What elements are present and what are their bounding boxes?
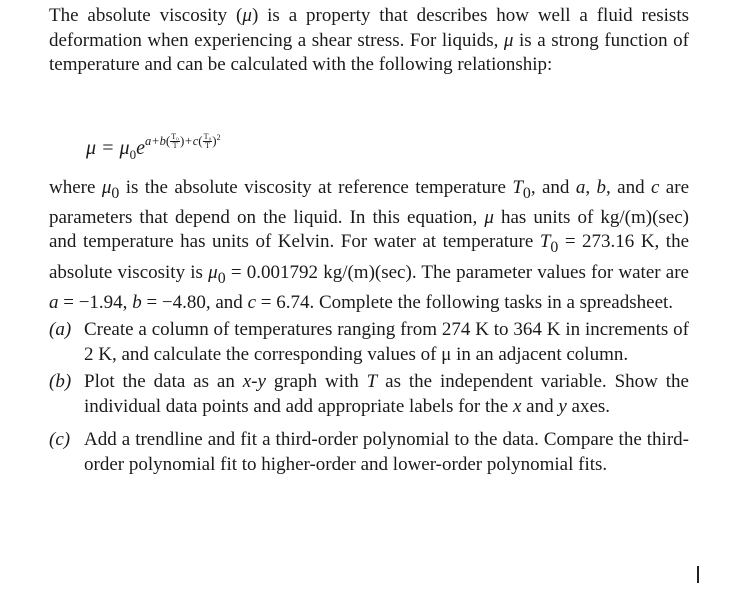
task-b-text: as the independent variable. Show the individual data points and add appropriate labels for the (84, 371, 689, 417)
task-label: (b) (49, 371, 72, 393)
task-b-text: axes. (566, 395, 611, 417)
intro-text-1: The absolute viscosity ( (49, 5, 243, 26)
subscript-0: 0 (111, 184, 120, 202)
fraction-denominator: T (205, 141, 210, 151)
task-text: Create a column of temperatures ranging from 274 K to 364 K in increments of 2 K, and calculate the corresponding values of μ in an adjacent column. (84, 319, 689, 365)
task-a (49, 318, 689, 367)
x-symbol: x (512, 395, 522, 417)
p2-text: has units of kg/(m)(sec) and temperature has units of Kelvin. For water at temperature (49, 206, 689, 253)
t-symbol: T (366, 371, 378, 393)
a-symbol: a (575, 176, 586, 198)
y-symbol: y (558, 395, 567, 417)
p2-text: = 6.74. Complete the following tasks in a spreadsheet. (256, 291, 674, 313)
paren-open: ( (165, 132, 171, 148)
c-symbol: c (650, 176, 660, 198)
subscript-0: 0 (550, 239, 559, 257)
p2-text: = 0.001792 kg/(m)(sec). The parameter values for water are (225, 261, 689, 283)
text-cursor (697, 566, 699, 583)
task-b-text: graph with (265, 371, 367, 393)
task-b-text: Plot the data as an (84, 371, 243, 393)
exponent-a-b: a+b (144, 133, 166, 148)
mu-symbol: μ (101, 176, 112, 198)
paren-close: ) (179, 132, 185, 148)
mu-symbol: μ (208, 261, 218, 283)
task-label: (a) (49, 319, 72, 341)
intro-text-3: is a strong function of temperature and can be calculated with the following relationship: (49, 29, 689, 75)
c-symbol: c (247, 291, 256, 313)
square-exponent: 2 (216, 132, 221, 142)
equation-e: e (136, 136, 145, 159)
task-b-text: and (521, 395, 559, 417)
fraction-1 (170, 133, 180, 150)
task-c (49, 428, 689, 477)
b-symbol: b (132, 291, 142, 313)
task-text (84, 370, 689, 419)
subscript-0: 0 (522, 184, 531, 202)
intro-text-2: ) is a property that describes how well a fluid resists deformation when experiencing a shear stress. For liquids, (49, 5, 689, 51)
fraction-denominator: T (172, 141, 178, 151)
p2-text: = −1.94, (58, 291, 133, 313)
p2-text: = −4.80, and (141, 291, 248, 313)
viscosity-equation (86, 124, 689, 176)
fraction-numerator: T₀ (203, 132, 212, 142)
t-symbol: T (512, 176, 523, 198)
fraction-2 (203, 133, 213, 150)
p2-text: where (49, 176, 102, 198)
equation-exponent (144, 132, 221, 151)
intro-paragraph (49, 4, 689, 78)
task-label: (c) (49, 429, 71, 451)
a-symbol: a (49, 291, 59, 313)
p2-text: is the absolute viscosity at reference temperature (119, 176, 513, 198)
equation-lhs: μ = μ (86, 136, 130, 159)
paren-open: ( (198, 132, 203, 148)
mu-symbol: μ (503, 29, 514, 51)
subscript-0: 0 (217, 269, 226, 287)
fraction-numerator: T₀ (171, 132, 179, 142)
exponent-c: +c (184, 133, 199, 148)
textbook-page (49, 4, 689, 477)
p2-text: are parameters that depend on the liquid. In this equation, (49, 176, 689, 228)
p2-text: , (585, 176, 597, 198)
parameters-paragraph (49, 176, 689, 316)
task-text: Add a trendline and fit a third-order polynomial to the data. Compare the third-order polynomial fit to higher-order and lower-order polynomial fits. (84, 429, 689, 475)
task-b (49, 370, 689, 419)
t-symbol: T (539, 231, 551, 253)
equation-sub0: 0 (129, 146, 137, 162)
paren-close: ) (212, 132, 217, 148)
p2-text: , and (605, 176, 651, 198)
p2-text: , and (530, 176, 576, 198)
mu-symbol: μ (242, 5, 252, 26)
b-symbol: b (596, 176, 606, 198)
xy-term: x-y (242, 371, 266, 393)
p2-text: = 273.16 K, the absolute viscosity is (49, 231, 690, 283)
mu-symbol: μ (484, 206, 494, 228)
